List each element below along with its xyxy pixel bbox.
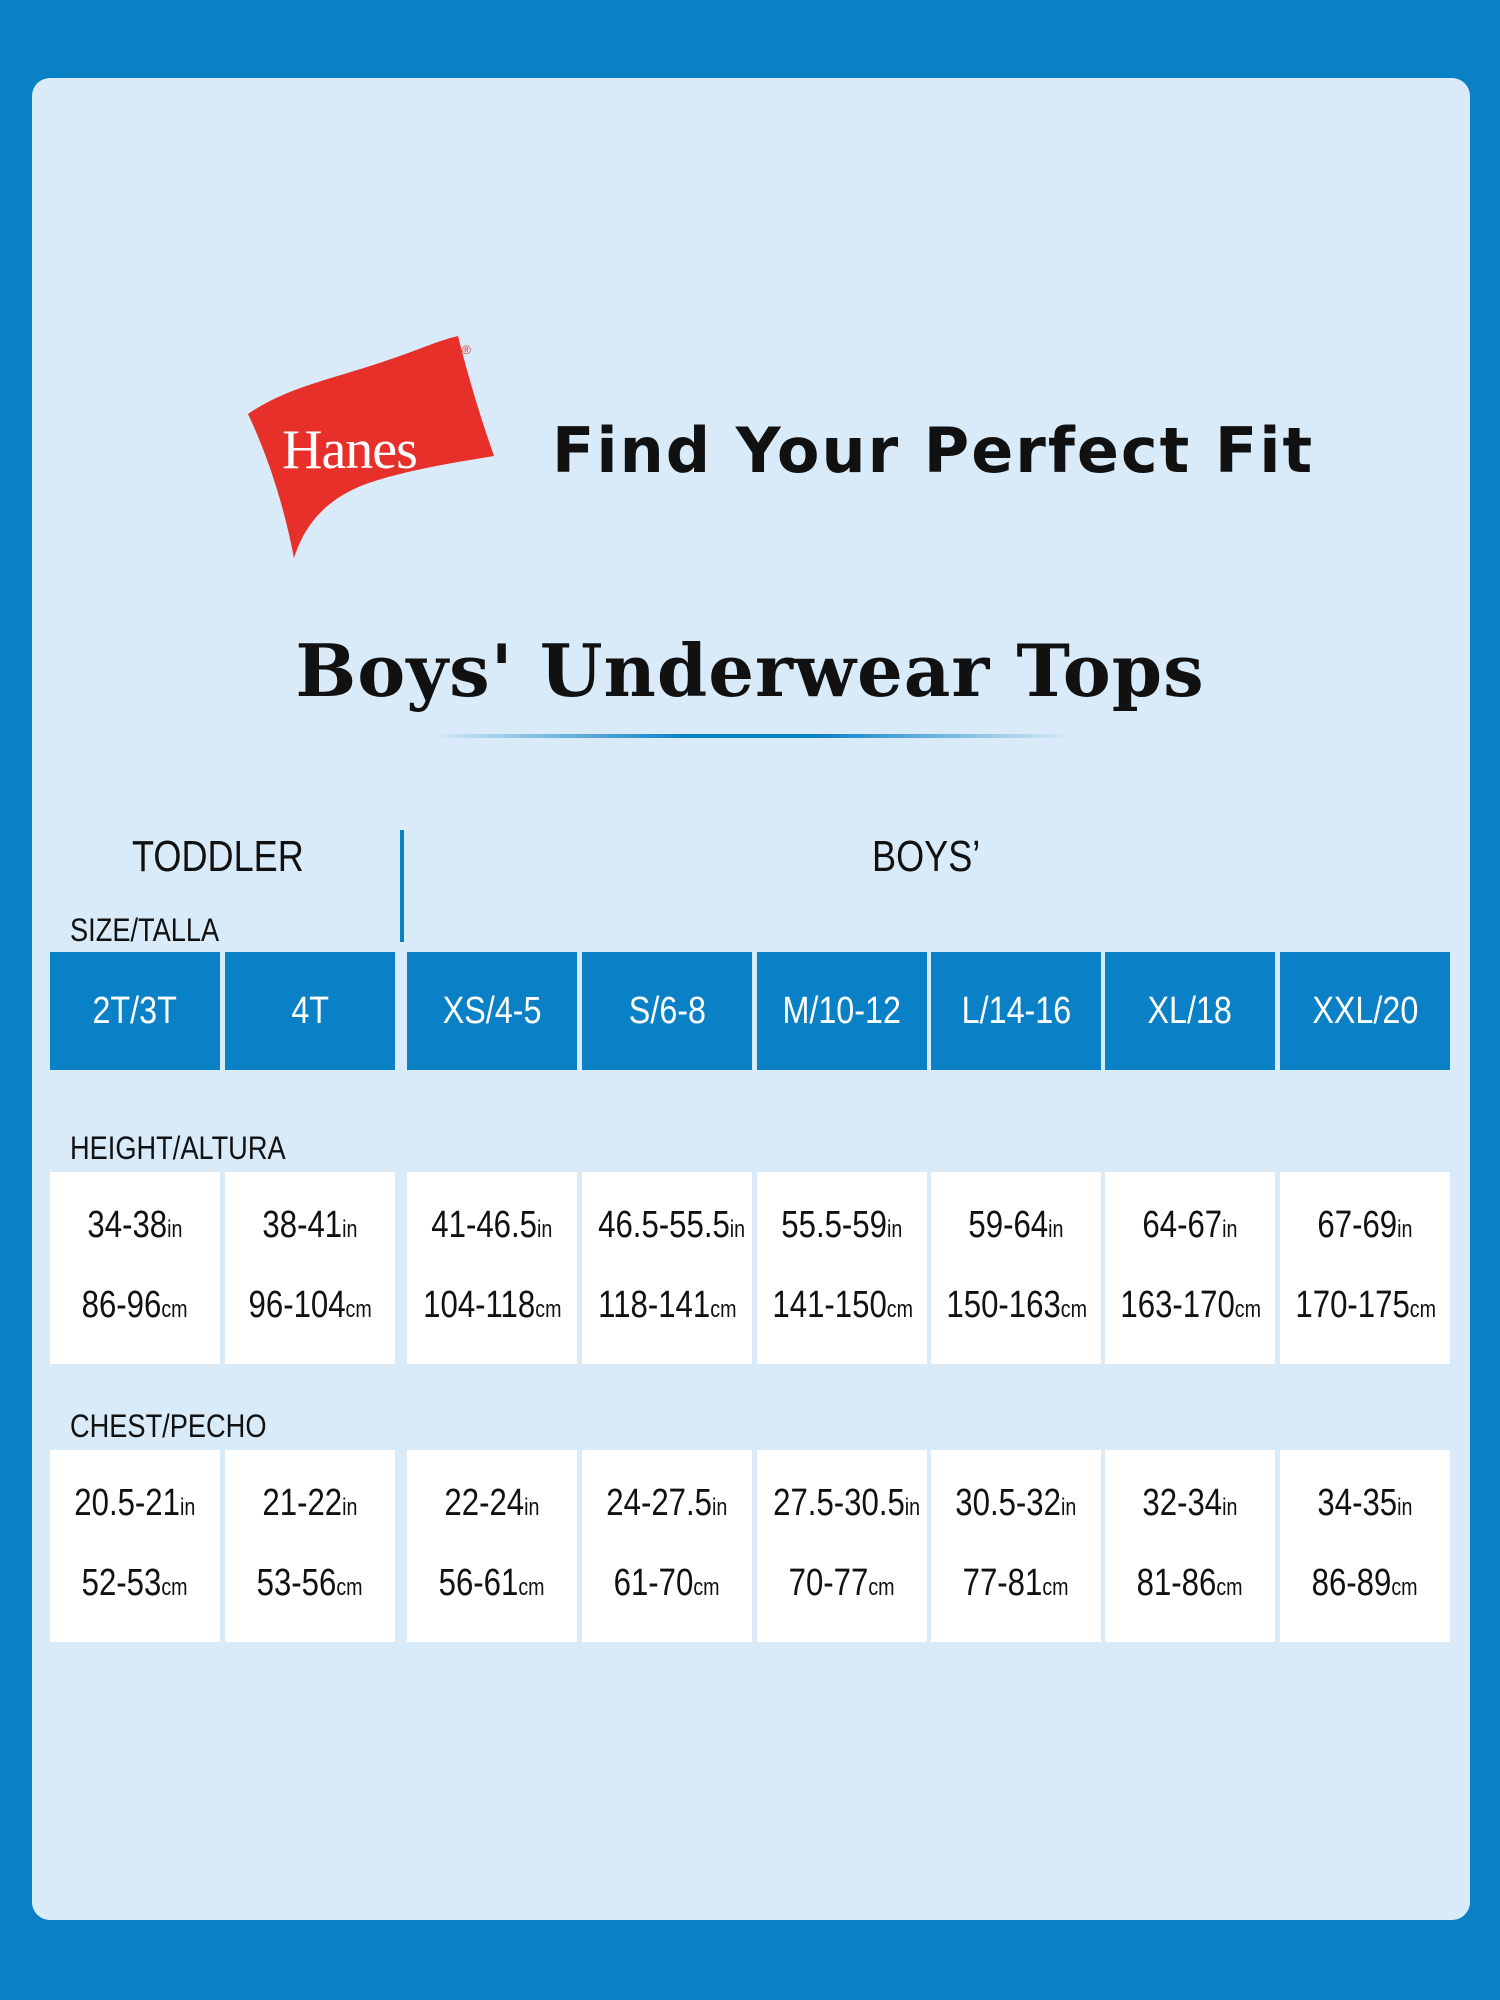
size-header-cell [407, 952, 577, 1070]
size-label: 2T/3T [92, 989, 178, 1032]
chest-cell [582, 1450, 752, 1642]
height-cm-number: 96-104 [248, 1284, 346, 1326]
chest-cm-text [963, 1562, 1069, 1605]
height-inches-number: 46.5-55.5 [598, 1204, 730, 1246]
chest-cm-value [931, 1562, 1101, 1605]
chest-inches-text [444, 1482, 539, 1525]
chest-cell [407, 1450, 577, 1642]
unit-inches: in [1222, 1216, 1238, 1243]
height-cell [582, 1172, 752, 1364]
height-row-label: HEIGHT/ALTURA [70, 1130, 286, 1166]
chest-cm-number: 77-81 [963, 1562, 1043, 1604]
chest-inches-text [74, 1482, 195, 1525]
chest-cm-text [439, 1562, 545, 1605]
chest-cm-text [789, 1562, 895, 1605]
chest-cm-text [1137, 1562, 1243, 1605]
height-cm-text [1295, 1284, 1436, 1327]
size-label: S/6-8 [628, 989, 706, 1032]
size-header-cell [582, 952, 752, 1070]
chest-inches-text [1317, 1482, 1412, 1525]
height-cm-value [225, 1284, 395, 1327]
size-label: L/14-16 [961, 989, 1071, 1032]
height-cm-text [82, 1284, 188, 1327]
chest-inches-value [1105, 1482, 1275, 1525]
height-inches-number: 55.5-59 [781, 1204, 888, 1246]
unit-inches: in [1397, 1494, 1413, 1521]
height-cm-text [423, 1284, 561, 1327]
height-inches-value [931, 1204, 1101, 1247]
size-label: XL/18 [1147, 989, 1233, 1032]
chest-cm-number: 86-89 [1312, 1562, 1392, 1604]
height-cm-text [946, 1284, 1087, 1327]
unit-cm: cm [709, 1296, 737, 1323]
chest-cm-number: 52-53 [82, 1562, 162, 1604]
unit-cm: cm [868, 1574, 895, 1601]
unit-inches: in [342, 1216, 358, 1243]
unit-cm: cm [336, 1574, 363, 1601]
chest-cell [757, 1450, 927, 1642]
chest-inches-value [1280, 1482, 1450, 1525]
unit-inches: in [712, 1494, 728, 1521]
unit-inches: in [729, 1216, 746, 1243]
chest-cell [225, 1450, 395, 1642]
size-header-cell [1105, 952, 1275, 1070]
unit-cm: cm [1042, 1574, 1069, 1601]
tagline: Find Your Perfect Fit [552, 414, 1315, 487]
unit-cm: cm [161, 1296, 188, 1323]
chest-inches-number: 22-24 [444, 1482, 525, 1524]
chest-inches-value [757, 1482, 927, 1525]
chest-cell [1105, 1450, 1275, 1642]
height-cm-number: 86-96 [82, 1284, 162, 1326]
height-inches-text [431, 1204, 552, 1247]
chest-cm-value [757, 1562, 927, 1605]
height-inches-text [87, 1204, 182, 1247]
height-inches-text [262, 1204, 357, 1247]
unit-cm: cm [693, 1574, 720, 1601]
chest-inches-number: 27.5-30.5 [773, 1482, 905, 1524]
unit-cm: cm [1391, 1574, 1418, 1601]
size-header-cell [931, 952, 1101, 1070]
unit-cm: cm [518, 1574, 545, 1601]
chest-cm-number: 53-56 [257, 1562, 337, 1604]
size-label: XXL/20 [1312, 989, 1418, 1032]
height-cm-value [757, 1284, 927, 1327]
height-inches-number: 38-41 [262, 1204, 343, 1246]
height-cm-number: 118-141 [597, 1284, 710, 1326]
unit-cm: cm [1060, 1296, 1088, 1323]
unit-cm: cm [886, 1296, 914, 1323]
unit-inches: in [1222, 1494, 1238, 1521]
unit-cm: cm [161, 1574, 188, 1601]
height-cm-text [772, 1284, 913, 1327]
unit-inches: in [1397, 1216, 1413, 1243]
chest-inches-text [955, 1482, 1076, 1525]
chest-cell [1280, 1450, 1450, 1642]
height-cm-number: 170-175 [1295, 1284, 1410, 1326]
unit-inches: in [887, 1216, 903, 1243]
chest-cell [931, 1450, 1101, 1642]
height-inches-text [1317, 1204, 1412, 1247]
height-cm-text [248, 1284, 371, 1327]
height-inches-text [968, 1204, 1063, 1247]
chest-cm-text [257, 1562, 363, 1605]
height-cell [407, 1172, 577, 1364]
size-header-cell [1280, 952, 1450, 1070]
hanes-logo-text: Hanes [282, 419, 417, 481]
height-cm-value [407, 1284, 577, 1327]
height-cell [1280, 1172, 1450, 1364]
chest-cm-value [1280, 1562, 1450, 1605]
unit-inches: in [524, 1494, 540, 1521]
chest-inches-number: 24-27.5 [606, 1482, 713, 1524]
height-cm-number: 104-118 [422, 1284, 535, 1326]
chest-cm-number: 70-77 [789, 1562, 869, 1604]
unit-inches: in [167, 1216, 183, 1243]
height-cm-text [1120, 1284, 1261, 1327]
unit-cm: cm [1409, 1296, 1437, 1323]
chest-inches-number: 30.5-32 [955, 1482, 1062, 1524]
chest-cm-number: 81-86 [1137, 1562, 1217, 1604]
height-inches-number: 41-46.5 [431, 1204, 538, 1246]
size-header-cell [225, 952, 395, 1070]
chest-inches-value [50, 1482, 220, 1525]
chest-cm-value [582, 1562, 752, 1605]
toddler-group-label: TODDLER [132, 832, 304, 881]
height-inches-number: 67-69 [1317, 1204, 1398, 1246]
height-cm-number: 163-170 [1120, 1284, 1235, 1326]
chest-row-label: CHEST/PECHO [70, 1408, 267, 1444]
chest-cm-value [225, 1562, 395, 1605]
svg-text:®: ® [462, 343, 471, 357]
chest-inches-value [407, 1482, 577, 1525]
chest-inches-text [606, 1482, 727, 1525]
chest-cm-text [614, 1562, 720, 1605]
chest-inches-number: 34-35 [1317, 1482, 1398, 1524]
size-header-cell [757, 952, 927, 1070]
height-inches-value [50, 1204, 220, 1247]
height-inches-value [407, 1204, 577, 1247]
size-row-label: SIZE/TALLA [70, 912, 220, 948]
height-inches-number: 59-64 [968, 1204, 1049, 1246]
chest-cm-value [1105, 1562, 1275, 1605]
height-cell [225, 1172, 395, 1364]
chest-cell [50, 1450, 220, 1642]
height-inches-value [1105, 1204, 1275, 1247]
unit-cm: cm [1216, 1574, 1243, 1601]
height-inches-value [582, 1204, 752, 1247]
unit-cm: cm [534, 1296, 562, 1323]
height-cm-value [931, 1284, 1101, 1327]
unit-cm: cm [1234, 1296, 1262, 1323]
size-label: M/10-12 [782, 989, 902, 1032]
boys-group-label: BOYS’ [872, 832, 981, 881]
title-underline [430, 734, 1070, 738]
unit-inches: in [342, 1494, 358, 1521]
height-inches-number: 34-38 [87, 1204, 168, 1246]
unit-inches: in [904, 1494, 921, 1521]
chest-inches-text [262, 1482, 357, 1525]
height-cm-value [582, 1284, 752, 1327]
group-divider [400, 830, 404, 942]
unit-inches: in [180, 1494, 196, 1521]
height-cell [757, 1172, 927, 1364]
chest-inches-text [1142, 1482, 1237, 1525]
height-inches-text [781, 1204, 902, 1247]
chest-inches-number: 21-22 [262, 1482, 343, 1524]
page-title: Boys' Underwear Tops [295, 628, 1205, 713]
chest-inches-value [582, 1482, 752, 1525]
chest-inches-number: 20.5-21 [74, 1482, 181, 1524]
chest-cm-number: 61-70 [614, 1562, 694, 1604]
height-cm-text [598, 1284, 736, 1327]
chest-cm-value [50, 1562, 220, 1605]
chest-inches-value [225, 1482, 395, 1525]
height-cm-value [50, 1284, 220, 1327]
chest-inches-value [931, 1482, 1101, 1525]
chest-cm-value [407, 1562, 577, 1605]
height-cell [50, 1172, 220, 1364]
height-cell [1105, 1172, 1275, 1364]
height-cm-value [1105, 1284, 1275, 1327]
height-inches-text [1142, 1204, 1237, 1247]
size-label: XS/4-5 [442, 989, 542, 1032]
chest-inches-text [773, 1482, 920, 1525]
height-inches-value [225, 1204, 395, 1247]
size-header-cell [50, 952, 220, 1070]
size-label: 4T [291, 989, 329, 1032]
height-cell [931, 1172, 1101, 1364]
height-inches-text [598, 1204, 745, 1247]
height-inches-value [757, 1204, 927, 1247]
height-inches-number: 64-67 [1142, 1204, 1223, 1246]
chest-cm-text [1312, 1562, 1418, 1605]
height-cm-number: 150-163 [946, 1284, 1061, 1326]
unit-inches: in [537, 1216, 553, 1243]
chest-cm-number: 56-61 [439, 1562, 519, 1604]
height-inches-value [1280, 1204, 1450, 1247]
unit-inches: in [1048, 1216, 1064, 1243]
chest-cm-text [82, 1562, 188, 1605]
chest-inches-number: 32-34 [1142, 1482, 1223, 1524]
unit-inches: in [1061, 1494, 1077, 1521]
hanes-logo [218, 266, 518, 566]
height-cm-number: 141-150 [772, 1284, 887, 1326]
unit-cm: cm [345, 1296, 372, 1323]
height-cm-value [1280, 1284, 1450, 1327]
